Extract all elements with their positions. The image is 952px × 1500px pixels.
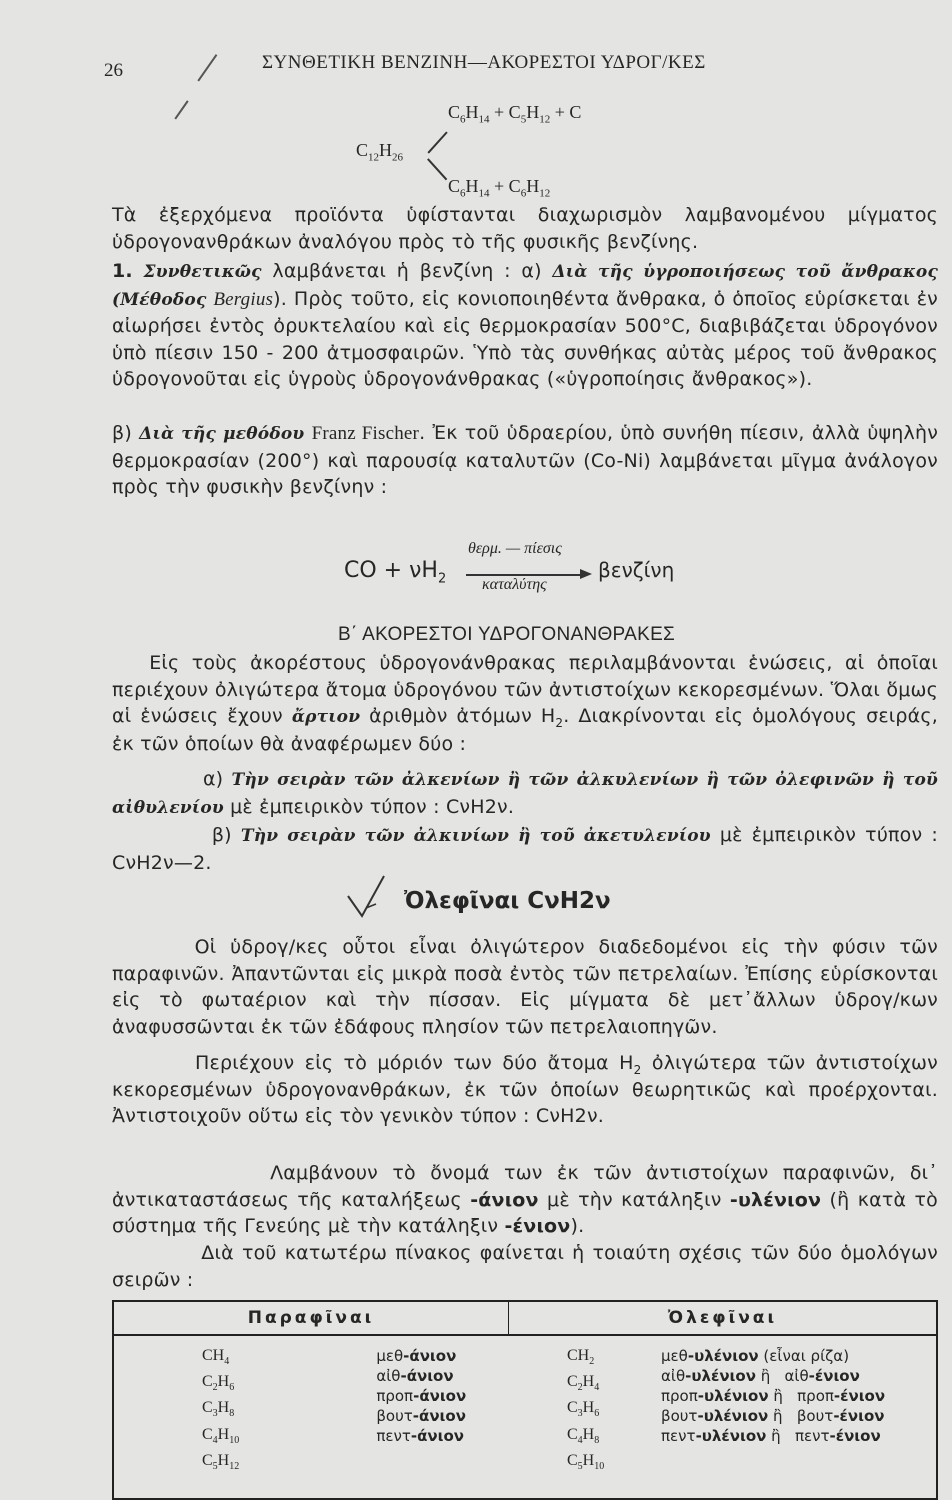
name-note: ἢ <box>773 1387 783 1405</box>
compound-name: αἰθ-υλένιον <box>661 1367 756 1385</box>
running-title: ΣΥΝΘΕΤΙΚΗ ΒΕΝΖΙΝΗ—ΑΚΟΡΕΣΤΟΙ ΥΔΡΟΓ/ΚΕΣ <box>262 52 706 73</box>
chemical-formula: $C_3H_8$ <box>202 1399 235 1420</box>
table-row <box>661 1386 935 1406</box>
reaction-product-1: $C_6H_{14} + C_5H_{12} + C$ <box>448 102 582 126</box>
reaction-reactant: $C_{12}H_{26}$ <box>356 140 404 164</box>
paragraph-olefins-naming: Λαμβάνουν τὸ ὄνομά των ἐκ τῶν ἀντιστοίχων παραφινῶν, δι᾽ ἀντικαταστάσεως τῆς καταλήξεως -άνιον μὲ τὴν κατάληξιν -υλένιον (ἢ κατὰ τὸ σύστημα τῆς Γενεύης μὲ τὴν κατάληξιν -ένιον). <box>112 1162 939 1238</box>
chemical-formula: $CH_4$ <box>202 1347 230 1368</box>
chemical-formula: $C_5H_{12}$ <box>202 1451 240 1472</box>
name-note: ἢ <box>760 1367 771 1385</box>
paragraph-products: Τὰ ἐξερχόμενα προϊόντα ὑφίστανται διαχωρισμὸν λαμβανομένου μίγματος ὑδρογονανθράκων ἀναλόγου πρὸς τὸ τῆς φυσικῆς βενζίνης. <box>112 204 938 253</box>
reaction-product-2: $C_6H_{14} + C_6H_{12}$ <box>448 176 551 200</box>
handwritten-check-mark <box>346 874 390 924</box>
italic-term: Συνθετικῶς <box>143 262 262 282</box>
table-row <box>376 1366 507 1386</box>
italic-term: ἄρτιον <box>291 707 361 728</box>
proper-name: Bergius <box>213 288 274 310</box>
equation-condition-above: θερμ. — πίεσις <box>468 540 562 557</box>
compound-name: βουτ-ένιον <box>796 1407 885 1425</box>
olefins-heading: Ὀλεφῖναι CνH2ν <box>404 888 611 914</box>
paragraph-series-b: β) Τὴν σειρὰν τῶν ἀλκινίων ἢ τοῦ ἀκετυλενίου μὲ ἐμπειρικὸν τύπον : CνH2ν—2. <box>112 824 938 874</box>
table-row <box>661 1426 935 1446</box>
equation-lhs: CO + $\nu H_2$ <box>344 558 447 587</box>
pen-stroke-mark <box>174 100 188 119</box>
chemical-formula: $C_2H_6$ <box>202 1373 235 1394</box>
compound-name: βουτ-άνιον <box>376 1407 466 1425</box>
table-row <box>661 1406 935 1426</box>
italic-term: Διὰ τῆς μεθόδου <box>139 424 305 444</box>
chemical-formula: $C_4H_8$ <box>567 1425 600 1446</box>
suffix-term: -άνιον <box>470 1188 539 1211</box>
paraffin-formula-column <box>113 1335 375 1478</box>
table-header-paraffins: Παραφῖναι <box>113 1301 509 1335</box>
paragraph-fischer: β) Διὰ τῆς μεθόδου Franz Fischer. Ἐκ τοῦ ὑδραερίου, ὑπὸ συνήθη πίεσιν, ἀλλὰ ὑψηλὴν θερμοκρασίαν (200°) καὶ παρουσίᾳ καταλυτῶν (Co-Ni) λαμβάνεται μῖγμα ἀνάλογον πρὸς τὴν φυσικὴν βενζίνην : <box>112 422 939 499</box>
equation-rhs: βενζίνη <box>598 558 675 582</box>
italic-term: Διὰ τῆς ὑγροποιήσεως τοῦ ἄνθρακος (Μέθοδος <box>112 262 938 310</box>
table-row <box>661 1366 935 1386</box>
chemical-formula: $CH_2$ <box>567 1347 595 1368</box>
table-row <box>376 1386 507 1406</box>
chemical-formula: $C_5H_{10}$ <box>567 1451 605 1472</box>
table-row <box>661 1346 935 1366</box>
suffix-term: -υλένιον <box>729 1188 822 1211</box>
compound-name: προπ-υλένιον <box>661 1387 769 1405</box>
equation-arrowhead <box>580 569 592 579</box>
item-marker: 1. <box>112 260 133 282</box>
paraffin-name-column <box>375 1335 508 1478</box>
page-number: 26 <box>104 60 123 81</box>
compound-name: προπ-άνιον <box>376 1387 467 1405</box>
reaction-arrow-down <box>427 158 447 180</box>
section-heading: Β΄ ΑΚΟΡΕΣΤΟΙ ΥΔΡΟΓΟΝΑΝΘΡΑΚΕΣ <box>338 624 676 645</box>
compound-name: αἰθ-άνιον <box>376 1367 454 1385</box>
table-row <box>376 1346 507 1366</box>
paragraph-olefins-structure: Περιέχουν εἰς τὸ μόριόν των δύο ἄτομα $H_2$ ὀλιγώτερα τῶν ἀντιστοίχων κεκορεσμένων ὑδρογονανθράκων, ἐκ τῶν ὁποίων θεωρητικῶς καὶ προέρχονται. Ἀντιστοιχοῦν οὕτω εἰς τὸν γενικὸν τύπον : CνH2ν. <box>112 1052 938 1128</box>
olefin-formula-column <box>509 1335 661 1478</box>
compound-name: πεντ-άνιον <box>376 1427 465 1445</box>
compound-name: πεντ-ένιον <box>794 1427 881 1445</box>
compound-name: βουτ-υλένιον <box>661 1407 769 1425</box>
name-note: (εἶναι ρίζα) <box>763 1347 850 1365</box>
paragraph-bergius: 1. Συνθετικῶς λαμβάνεται ἡ βενζίνη : α) Διὰ τῆς ὑγροποιήσεως τοῦ ἄνθρακος (Μέθοδος Bergius). Πρὸς τοῦτο, εἰς κονιοποιηθέντα ἄνθρακα, ὁ ὁποῖος εὑρίσκεται ἐν αἰωρήσει ἐντὸς ὀρυκτελαίου καὶ εἰς θερμοκρασίαν 500°C, διαβιβάζεται ὑδρογόνον ὑπὸ πίεσιν 150 - 200 ἀτμοσφαιρῶν. Ὑπὸ τὰς συνθήκας αὐτὰς μέρος τοῦ ἄνθρακος ὑδρογονοῦται εἰς ὑγροὺς ὑδρογονάνθρακας («ὑγροποίησις ἄνθρακος»). <box>112 260 938 391</box>
chemical-formula: $C_2H_4$ <box>567 1373 600 1394</box>
reaction-arrow-up <box>427 131 447 153</box>
table-header-olefins: Ὀλεφῖναι <box>509 1301 938 1335</box>
chemical-formula: $C_3H_6$ <box>567 1399 600 1420</box>
compound-name: αἰθ-ένιον <box>784 1367 860 1385</box>
paragraph-series-a: α) Τὴν σειρὰν τῶν ἀλκενίων ἢ τῶν ἀλκυλενίων ἢ τῶν ὀλεφινῶν ἢ τοῦ αἰθυλενίου μὲ ἐμπειρικὸν τύπον : CνH2ν. <box>112 768 938 818</box>
suffix-term: -ένιον <box>504 1215 571 1238</box>
comparison-table <box>112 1300 938 1500</box>
equation-condition-below: καταλύτης <box>482 576 547 593</box>
compound-name: μεθ-υλένιον <box>661 1347 759 1365</box>
italic-term: Τὴν σειρὰν τῶν ἀλκινίων ἢ τοῦ ἀκετυλενίου <box>240 826 711 846</box>
name-note: ἢ <box>771 1427 781 1445</box>
paragraph-unsaturated: Εἰς τοὺς ἀκορέστους ὑδρογονάνθρακας περιλαμβάνονται ἑνώσεις, αἱ ὁποῖαι περιέχουν ὀλιγώτερα ἄτομα ὑδρογόνου τῶν ἀντιστοίχων κεκορεσμένων. Ὅλαι ὅμως αἱ ἑνώσεις ἔχουν ἄρτιον ἀριθμὸν ἀτόμων $H_2$. Διακρίνονται εἰς ὁμολόγους σειράς, ἐκ τῶν ὁποίων θὰ ἀναφέρωμεν δύο : <box>112 652 938 755</box>
name-note: ἢ <box>773 1407 783 1425</box>
chemical-formula: $C_4H_{10}$ <box>202 1425 240 1446</box>
paragraph-olefins-occurrence: Οἱ ὑδρογ/κες οὗτοι εἶναι ὀλιγώτερον διαδεδομένοι εἰς τὴν φύσιν τῶν παραφινῶν. Ἀπαντῶνται εἰς μικρὰ ποσὰ ἐντὸς τῶν πετρελαίων. Ἐπίσης εὑρίσκονται εἰς τὸ φωταέριον καὶ τὴν πίσσαν. Εἰς μίγματα δὲ μετ᾽ἄλλων ὑδρογ/κων ἀναφυσσῶνται ἐκ τῶν ἐδάφους πλησίον τῶν πετρελαιοπηγῶν. <box>112 936 938 1038</box>
table-row <box>376 1426 507 1446</box>
paragraph-table-intro: Διὰ τοῦ κατωτέρω πίνακος φαίνεται ἡ τοιαύτη σχέσις τῶν δύο ὁμολόγων σειρῶν : <box>112 1242 938 1291</box>
compound-name: προπ-ένιον <box>797 1387 886 1405</box>
olefin-name-column <box>660 1335 937 1478</box>
table-row <box>376 1406 507 1426</box>
compound-name: μεθ-άνιον <box>376 1347 457 1365</box>
pen-stroke-mark <box>197 54 217 81</box>
compound-name: πεντ-υλένιον <box>661 1427 767 1445</box>
proper-name: Franz Fischer <box>311 423 420 444</box>
italic-term: Τὴν σειρὰν τῶν ἀλκενίων ἢ τῶν ἀλκυλενίων ἢ τῶν ὀλεφινῶν ἢ τοῦ αἰθυλενίου <box>112 770 938 818</box>
